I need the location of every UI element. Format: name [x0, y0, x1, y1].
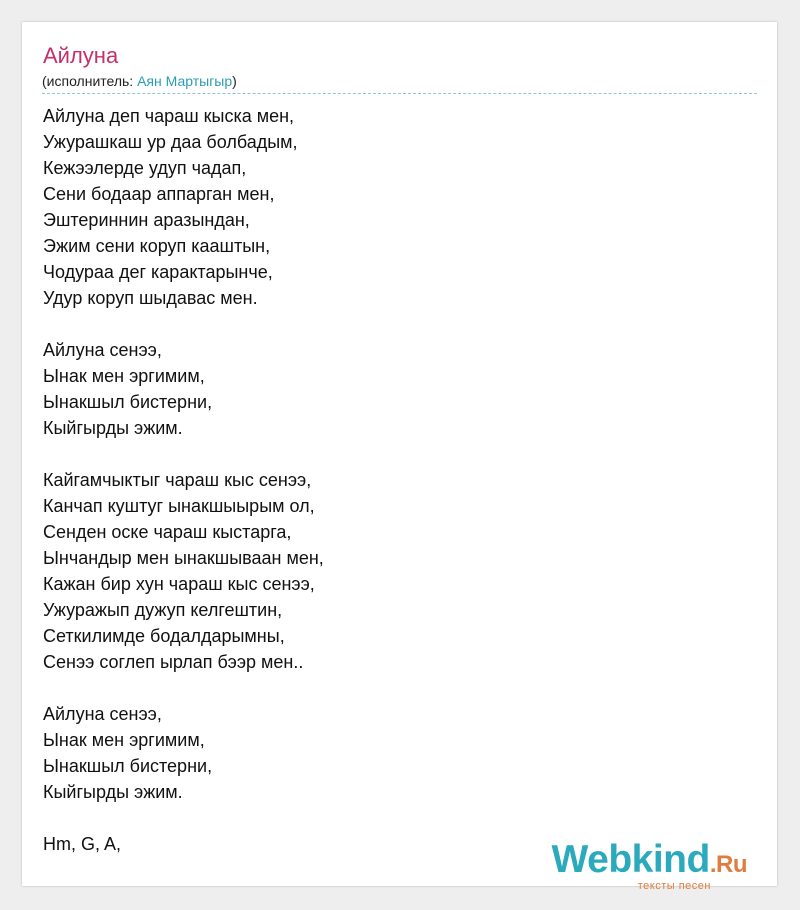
lyric-line: Айлуна сенээ,	[43, 704, 162, 724]
artist-prefix: (исполнитель:	[42, 73, 138, 89]
lyric-line: Кайгамчыктыг чараш кыс сенээ,	[43, 470, 312, 490]
lyric-line: Ынакшыл бистерни,	[43, 392, 213, 412]
lyrics-body	[43, 103, 743, 857]
title-divider	[42, 93, 757, 94]
site-logo	[552, 840, 747, 892]
logo-tagline: тексты песен	[637, 880, 711, 892]
lyric-line: Канчап куштуг ынакшыырым ол,	[43, 496, 315, 516]
lyric-line: Сеткилимде бодалдарымны,	[43, 626, 285, 646]
lyric-line: Кежээлерде удуп чадап,	[43, 158, 247, 178]
artist-suffix: )	[232, 73, 237, 89]
lyric-line: Сенден оске чараш кыстарга,	[43, 522, 292, 542]
lyric-line: Кажан бир хун чараш кыс сенээ,	[43, 574, 315, 594]
logo-tld: .Ru	[709, 851, 747, 878]
logo-brand: Webkind	[551, 838, 710, 881]
artist-line	[42, 72, 237, 90]
lyric-line: Чодураа дег карактарынче,	[43, 262, 273, 282]
lyric-line: Эжим сени коруп кааштын,	[43, 236, 271, 256]
lyric-line: Hm, G, A,	[43, 834, 122, 854]
lyric-line: Ужурашкаш ур даа болбадым,	[43, 132, 298, 152]
lyrics-stanza	[43, 337, 743, 441]
lyric-line: Ынчандыр мен ынакшываан мен,	[43, 548, 324, 568]
artist-link[interactable]: Аян Мартыгыр	[137, 73, 233, 89]
lyric-line: Кыйгырды эжим.	[43, 418, 183, 438]
logo-wordmark	[552, 838, 747, 881]
lyric-line: Ынак мен эргимим,	[43, 730, 205, 750]
lyric-line: Эштериннин аразындан,	[43, 210, 250, 230]
lyrics-stanza	[43, 467, 743, 675]
lyric-line: Сенээ соглеп ырлап бээр мен..	[43, 652, 304, 672]
lyric-line: Айлуна сенээ,	[43, 340, 162, 360]
lyric-line: Ужуражып дужуп келгештин,	[43, 600, 283, 620]
lyric-line: Сени бодаар аппарган мен,	[43, 184, 275, 204]
lyrics-card	[22, 22, 777, 892]
song-title: Айлуна	[43, 43, 119, 68]
lyric-line: Ынакшыл бистерни,	[43, 756, 213, 776]
lyric-line: Ынак мен эргимим,	[43, 366, 205, 386]
lyrics-stanza	[43, 103, 743, 311]
lyric-line: Удур коруп шыдавас мен.	[43, 288, 258, 308]
lyrics-stanza	[43, 701, 743, 805]
lyric-line: Айлуна деп чараш кыска мен,	[43, 106, 295, 126]
lyric-line: Кыйгырды эжим.	[43, 782, 183, 802]
